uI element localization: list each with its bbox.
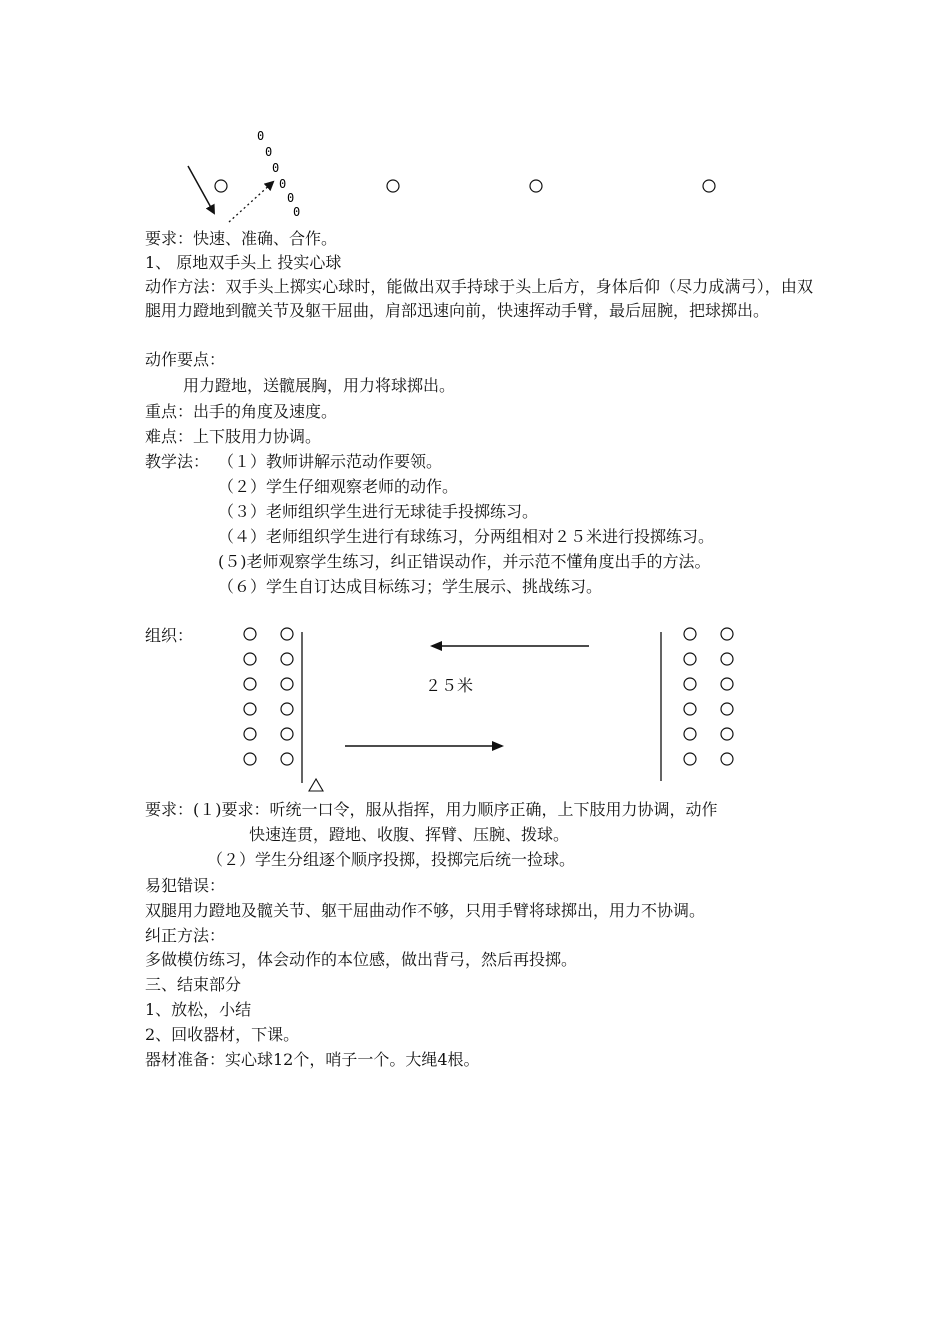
teaching-step: (５)老师观察学生练习，纠正错误动作，并示范不懂角度出手的方法。 bbox=[218, 552, 711, 571]
action-method: 动作方法：双手头上掷实心球时，能做出双手持球于头上后方，身体后仰（尽力成满弓），由双腿用力蹬地到髋关节及躯干屈曲，肩部迅速向前，快速挥动手臂，最后屈腕，把球掷出。 bbox=[145, 277, 813, 320]
student-circle bbox=[721, 678, 733, 690]
teaching-step: （６）学生自订达成目标练习；学生展示、挑战练习。 bbox=[218, 577, 603, 596]
teacher-triangle bbox=[309, 779, 323, 791]
trajectory-mark: 0 bbox=[279, 177, 287, 191]
student-circle bbox=[721, 753, 733, 765]
ending-item: 2、回收器材，下课。 bbox=[145, 1025, 300, 1044]
errors: 双腿用力蹬地及髋关节、躯干屈曲动作不够，只用手臂将球掷出，用力不协调。 bbox=[145, 901, 706, 920]
student-circle bbox=[244, 703, 256, 715]
student-circle bbox=[244, 678, 256, 690]
requirement-1: 要求：快速、准确、合作。 bbox=[145, 229, 338, 248]
distance-label: ２５米 bbox=[425, 676, 474, 695]
difficulty: 难点：上下肢用力协调。 bbox=[145, 427, 322, 446]
student-circle bbox=[281, 678, 293, 690]
trajectory-mark: 0 bbox=[293, 205, 301, 219]
requirement-2: 要求：(１)要求：听统一口令，服从指挥，用力顺序正确，上下肢用力协调，动作 bbox=[145, 800, 718, 819]
teaching-step: （２）学生仔细观察老师的动作。 bbox=[218, 477, 459, 496]
key-points-label: 动作要点： bbox=[145, 350, 226, 369]
ending-item: 1、放松，小结 bbox=[145, 1000, 252, 1019]
student-circle bbox=[684, 753, 696, 765]
student-circle bbox=[684, 653, 696, 665]
trajectory-mark: 0 bbox=[272, 161, 280, 175]
errors-label: 易犯错误： bbox=[145, 876, 226, 895]
student-circle bbox=[281, 703, 293, 715]
student-circle bbox=[281, 628, 293, 640]
student-circle bbox=[721, 628, 733, 640]
left-group bbox=[244, 628, 293, 765]
trajectory-mark: 0 bbox=[257, 129, 265, 143]
student-circle bbox=[721, 728, 733, 740]
key-points: 用力蹬地，送髋展胸，用力将球掷出。 bbox=[183, 376, 456, 395]
organization-label: 组织： bbox=[145, 626, 194, 645]
student-circle bbox=[684, 703, 696, 715]
teaching-label: 教学法： bbox=[145, 452, 210, 471]
student-circle bbox=[684, 728, 696, 740]
focus: 重点：出手的角度及速度。 bbox=[145, 402, 338, 421]
correction-label: 纠正方法： bbox=[145, 926, 226, 945]
teaching-step: （１）教师讲解示范动作要领。 bbox=[218, 452, 443, 471]
trajectory-mark: 0 bbox=[265, 145, 273, 159]
student-circle bbox=[244, 653, 256, 665]
right-group bbox=[684, 628, 733, 765]
requirement-2-item: （２）学生分组逐个顺序投掷，投掷完后统一捡球。 bbox=[207, 850, 576, 869]
correction: 多做模仿练习，体会动作的本位感，做出背弓，然后再投掷。 bbox=[145, 950, 578, 969]
teaching-step: （３）老师组织学生进行无球徒手投掷练习。 bbox=[218, 502, 539, 521]
section-title: 1、 原地双手头上 投实心球 bbox=[145, 253, 342, 272]
ending-title: 三、结束部分 bbox=[145, 975, 242, 994]
equipment: 器材准备：实心球12个，哨子一个。大绳4根。 bbox=[145, 1050, 480, 1069]
student-circle bbox=[684, 628, 696, 640]
requirement-2-cont: 快速连贯，蹬地、收腹、挥臂、压腕、拨球。 bbox=[249, 825, 570, 844]
student-circle bbox=[721, 653, 733, 665]
student-circle bbox=[721, 703, 733, 715]
student-circle bbox=[244, 753, 256, 765]
student-circle bbox=[244, 628, 256, 640]
student-circle bbox=[244, 728, 256, 740]
student-circle bbox=[281, 653, 293, 665]
teaching-step: （４）老师组织学生进行有球练习，分两组相对２５米进行投掷练习。 bbox=[218, 527, 715, 546]
trajectory-mark: 0 bbox=[287, 191, 295, 205]
student-circle bbox=[281, 753, 293, 765]
student-circle bbox=[281, 728, 293, 740]
student-circle bbox=[684, 678, 696, 690]
